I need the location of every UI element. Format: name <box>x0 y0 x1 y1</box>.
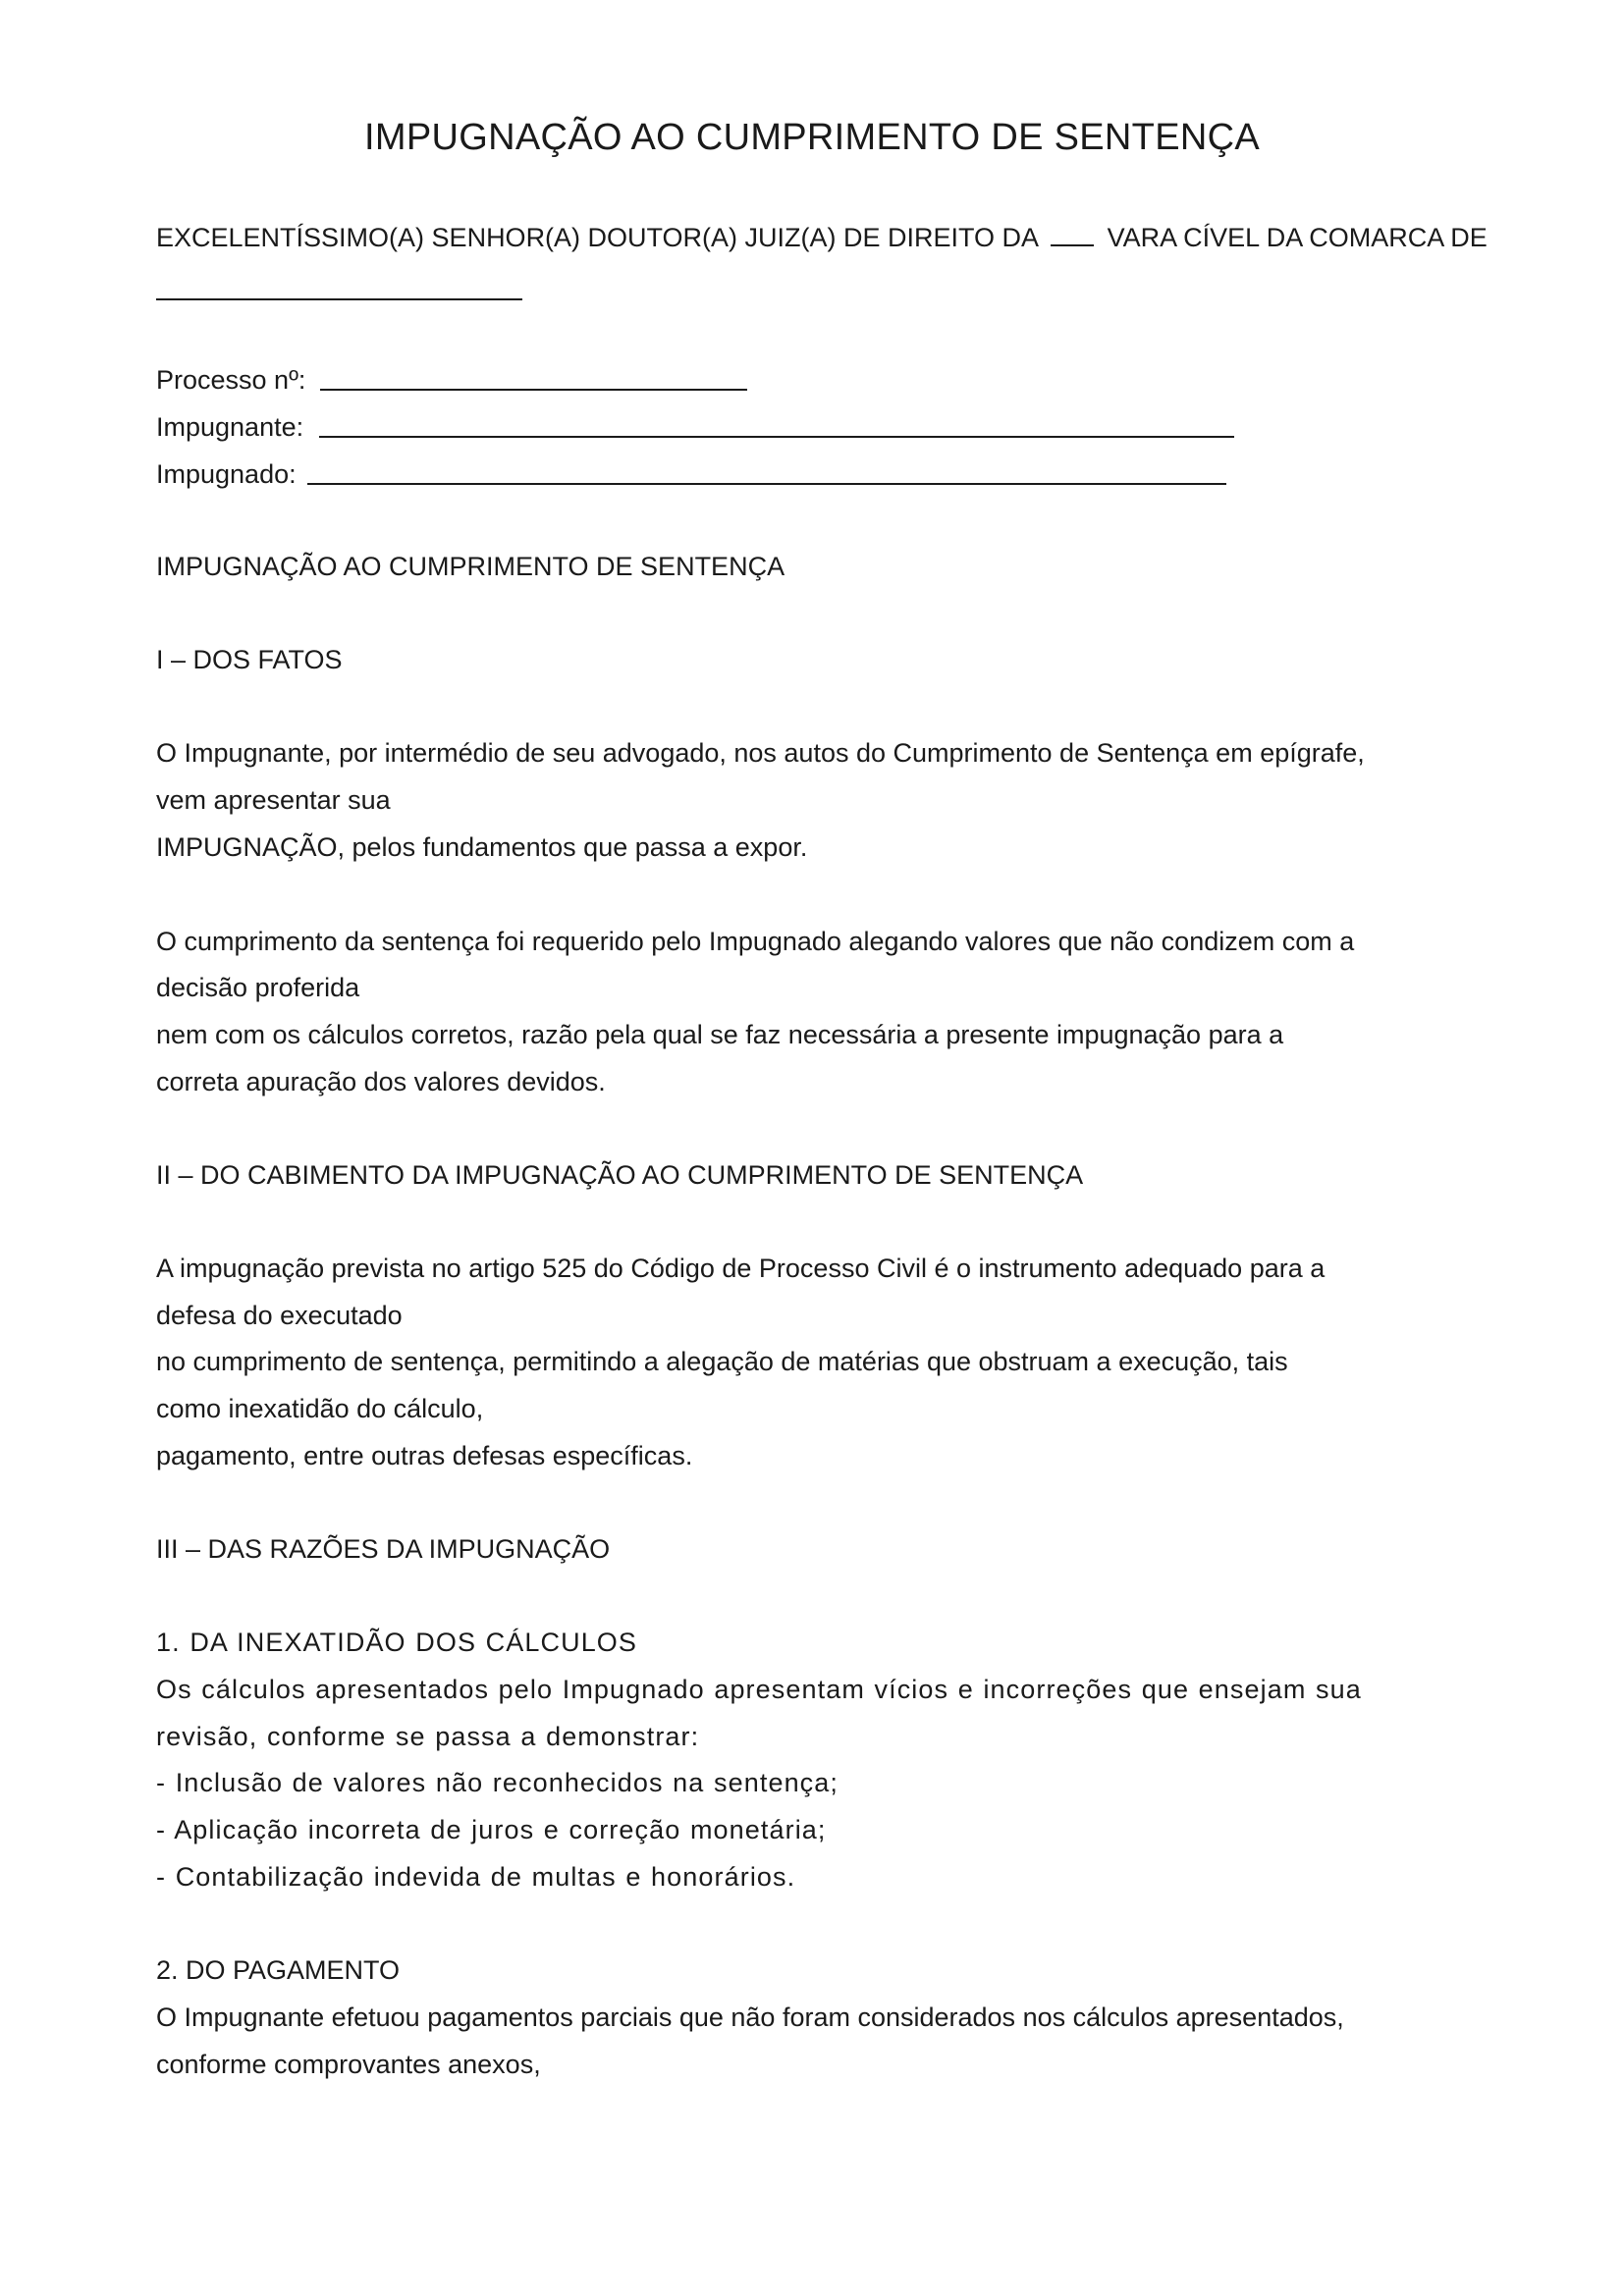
paragraph-line: Os cálculos apresentados pelo Impugnado apresentam vícios e incorreções que ensejam sua <box>156 1675 1362 1704</box>
address-part-1: EXCELENTÍSSIMO(A) SENHOR(A) DOUTOR(A) JUIZ(A) DE DIREITO DA <box>156 223 1038 252</box>
paragraph-line: nem com os cálculos corretos, razão pela qual se faz necessária a presente impugnação para a <box>156 1020 1284 1049</box>
section-2-heading: II – DO CABIMENTO DA IMPUGNAÇÃO AO CUMPRIMENTO DE SENTENÇA <box>156 1160 1084 1190</box>
section-1-heading: I – DOS FATOS <box>156 645 343 674</box>
paragraph-line: O Impugnante, por intermédio de seu advogado, nos autos do Cumprimento de Sentença em epígrafe, <box>156 738 1365 768</box>
paragraph-line: conforme comprovantes anexos, <box>156 2050 541 2079</box>
list-item: - Inclusão de valores não reconhecidos na sentença; <box>156 1768 839 1797</box>
field-impugnante-blank <box>319 436 1234 438</box>
paragraph-line: A impugnação prevista no artigo 525 do Código de Processo Civil é o instrumento adequado para a <box>156 1254 1326 1283</box>
paragraph-line: IMPUGNAÇÃO, pelos fundamentos que passa a expor. <box>156 832 808 862</box>
subsection-2-heading: 2. DO PAGAMENTO <box>156 1955 401 1985</box>
field-processo-label: Processo nº: <box>156 365 306 395</box>
address-line <box>156 220 1488 255</box>
document-title: IMPUGNAÇÃO AO CUMPRIMENTO DE SENTENÇA <box>364 117 1260 158</box>
paragraph-line: como inexatidão do cálculo, <box>156 1394 484 1423</box>
paragraph-line: O cumprimento da sentença foi requerido pelo Impugnado alegando valores que não condizem com a <box>156 927 1355 956</box>
field-impugnado-label: Impugnado: <box>156 459 297 489</box>
paragraph-line: defesa do executado <box>156 1301 403 1330</box>
paragraph-line: pagamento, entre outras defesas específicas. <box>156 1441 693 1470</box>
list-item: - Aplicação incorreta de juros e correção monetária; <box>156 1815 827 1844</box>
list-item: - Contabilização indevida de multas e honorários. <box>156 1862 796 1892</box>
subtitle: IMPUGNAÇÃO AO CUMPRIMENTO DE SENTENÇA <box>156 552 785 581</box>
paragraph-line: no cumprimento de sentença, permitindo a alegação de matérias que obstruam a execução, tais <box>156 1347 1288 1376</box>
address-part-2: VARA CÍVEL DA COMARCA DE <box>1107 223 1488 252</box>
field-impugnado-blank <box>307 483 1226 485</box>
field-impugnante-label: Impugnante: <box>156 412 304 442</box>
paragraph-line: decisão proferida <box>156 973 360 1002</box>
paragraph-line: O Impugnante efetuou pagamentos parciais que não foram considerados nos cálculos apresentados, <box>156 2002 1344 2032</box>
field-processo-blank <box>320 389 747 391</box>
section-3-heading: III – DAS RAZÕES DA IMPUGNAÇÃO <box>156 1534 611 1564</box>
paragraph-line: vem apresentar sua <box>156 785 391 815</box>
blank-comarca <box>156 298 522 300</box>
paragraph-line: correta apuração dos valores devidos. <box>156 1067 606 1096</box>
blank-vara-number <box>1051 227 1094 246</box>
paragraph-line: revisão, conforme se passa a demonstrar: <box>156 1722 700 1751</box>
subsection-1-heading: 1. DA INEXATIDÃO DOS CÁLCULOS <box>156 1628 638 1657</box>
